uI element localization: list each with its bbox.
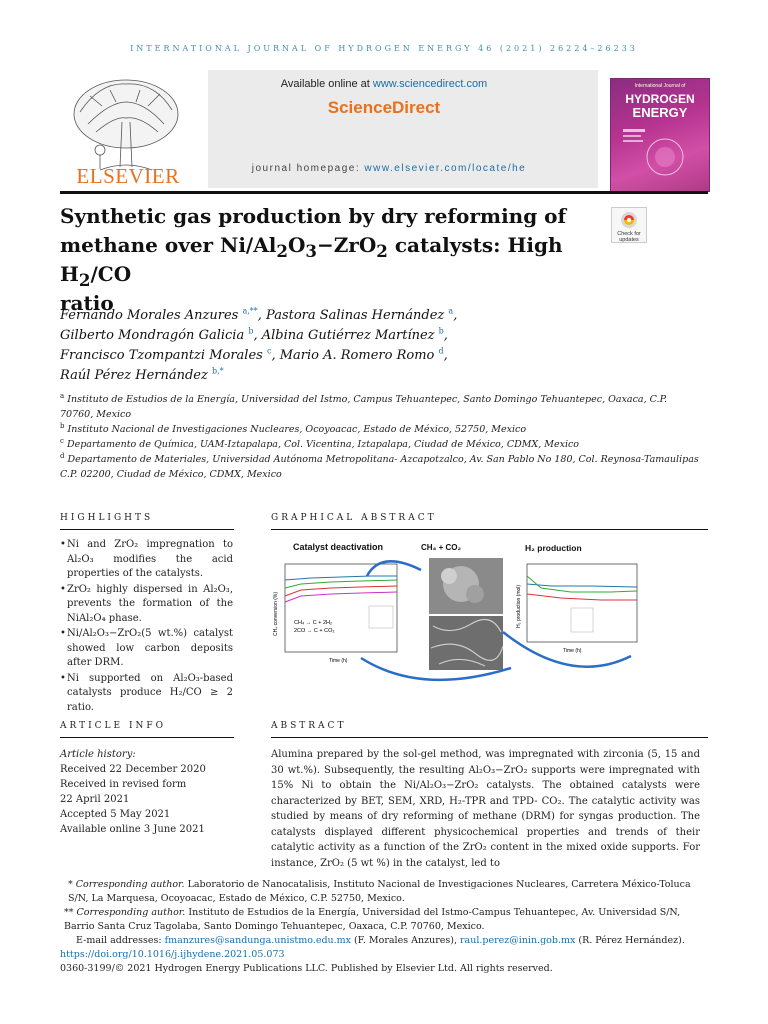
journal-cover-image[interactable]	[610, 78, 710, 192]
footnotes	[60, 878, 708, 976]
highlight-item: • Ni and ZrO₂ impregnation to Al₂O₃ modifies the acid properties of the catalysts.	[60, 538, 233, 582]
author-line-3: Francisco Tzompantzi Morales $^c$, Mario A. Romero Romo $^d$,	[60, 346, 448, 363]
graphical-abstract-figure[interactable]	[271, 536, 711, 692]
cover-line-3: ENERGY	[632, 105, 688, 120]
author-affil-link[interactable]: b	[248, 326, 254, 336]
graphical-abstract-svg	[271, 536, 711, 692]
check-for-updates-badge[interactable]	[611, 207, 647, 243]
label-h2-production: H₂ production	[525, 543, 582, 553]
affiliation-b: $^b$ Instituto Nacional de Investigaciones Nucleares, Ocoyoacac, Estado de México, 52750, Mexico	[60, 421, 527, 435]
highlight-item: • ZrO₂ highly dispersed in Al₂O₃, prevents the formation of the NiAl₂O₄ phase.	[60, 583, 233, 627]
affiliation-a: $^a$ Instituto de Estudios de la Energía, Universidad del Istmo, Campus Tehuantepec, Santo Domingo Tehuantepec, Oaxaca, C.P. 70760, Mexico	[60, 391, 668, 420]
article-info-heading: ARTICLE INFO	[60, 721, 167, 731]
sciencedirect-brand[interactable]: ScienceDirect	[327, 98, 441, 117]
right-legend	[571, 608, 593, 632]
author-name: Mario A. Romero Romo	[279, 348, 435, 363]
history-line: Accepted 5 May 2021	[60, 809, 171, 820]
corresponding-author-1: * Corresponding author. Laboratorio de Nanocatalisis, Instituto Nacional de Investigaciones Nucleares, Carretera México-Toluca S/N, La Marquesa, Ocoyoacac, Estado de México, C.P. 52750, Mexico.	[68, 879, 691, 904]
highlights-heading: HIGHLIGHTS	[60, 513, 154, 523]
available-online	[208, 78, 560, 90]
cover-line-2: HYDROGEN	[625, 92, 695, 106]
journal-citation-line: INTERNATIONAL JOURNAL OF HYDROGEN ENERGY 46 (2021) 26224–26233	[130, 44, 638, 53]
right-ylabel: H₂ production (mol)	[516, 584, 522, 628]
highlights-list	[60, 538, 233, 716]
available-prefix: Available online at	[280, 78, 373, 90]
homepage-prefix: journal homepage:	[251, 163, 365, 174]
highlight-item: • Ni/Al₂O₃−ZrO₂(5 wt.%) catalyst showed low carbon deposits after DRM.	[60, 627, 233, 671]
email-link-2[interactable]: raul.perez@inin.gob.mx	[460, 935, 576, 946]
abstract-heading: ABSTRACT	[271, 721, 347, 731]
article-history-label: Article history:	[60, 749, 136, 760]
label-feed-gases: CH₄ + CO₂	[421, 543, 462, 552]
reaction-2: 2CO → C + CO₂	[294, 628, 335, 634]
author-affil-link[interactable]: b,*	[212, 366, 224, 376]
graphical-abstract-rule	[271, 529, 708, 530]
author-affil-link[interactable]: a,**	[242, 306, 258, 316]
history-line: Available online 3 June 2021	[60, 824, 205, 835]
sciencedirect-link[interactable]: www.sciencedirect.com	[372, 78, 488, 90]
history-line: Received 22 December 2020	[60, 764, 206, 775]
homepage-link[interactable]: www.elsevier.com/locate/he	[364, 163, 527, 174]
title-line-3: ratio	[60, 291, 114, 315]
right-xlabel: Time (h)	[563, 648, 582, 654]
article-title	[60, 202, 590, 318]
graphical-abstract-heading: GRAPHICAL ABSTRACT	[271, 513, 437, 523]
copyright-line: 0360-3199/© 2021 Hydrogen Energy Publications LLC. Published by Elsevier Ltd. All rights reserved.	[60, 963, 553, 974]
author-name: Fernando Morales Anzures	[60, 308, 239, 323]
author-list	[60, 306, 700, 386]
affiliation-c: $^c$ Departamento de Química, UAM-Iztapalapa, Col. Vicentina, Iztapalapa, Ciudad de México, CDMX, Mexico	[60, 436, 580, 450]
header-rule	[60, 191, 708, 194]
article-history	[60, 747, 240, 837]
highlights-rule	[60, 529, 234, 530]
author-line-2: Gilberto Mondragón Galicia $^b$, Albina Gutiérrez Martínez $^b$,	[60, 326, 448, 343]
cover-line-1: International Journal of	[634, 83, 686, 89]
abstract-text: Alumina prepared by the sol-gel method, was impregnated with zirconia (5, 15 and 30 wt.%). Subsequently, the resulting Al₂O₃−ZrO₂ supports were impregnated with 15% Ni to obtain the Ni/Al₂O₃−ZrO₂ catalysts. The obtained catalysts were characterized by BET, SEM, XRD, H₂-TPR and TPD- CO₂. The catalytic activity was studied by means of dry reforming of methane (DRM) for syngas production. The catalysts displayed different physicochemical properties and trends of their catalytic activity as a function of the ZrO₂ content in the mixed oxide supports. For instance, ZrO₂ (5 wt %) in the catalyst, led to	[271, 749, 700, 869]
author-affil-link[interactable]: b	[438, 326, 444, 336]
author-affil-link[interactable]: c	[266, 346, 272, 356]
author-line-4	[60, 366, 700, 386]
left-legend	[369, 606, 393, 628]
author-line-1: Fernando Morales Anzures $^{a,**}$, Pastora Salinas Hernández $^a$,	[60, 306, 458, 323]
article-info-rule	[60, 737, 234, 738]
publisher-name: ELSEVIER	[76, 164, 180, 188]
reaction-1: CH₄ → C + 2H₂	[294, 620, 333, 626]
author-name: Gilberto Mondragón Galicia	[60, 328, 245, 343]
author-affil-link[interactable]: a	[448, 306, 454, 316]
title-line-1: Synthetic gas production by dry reforming of	[60, 204, 567, 228]
highlight-item: • Ni supported on Al₂O₃-based catalysts produce H₂/CO ≥ 2 ratio.	[60, 672, 233, 716]
sem-image-bottom	[429, 616, 503, 670]
affiliations	[60, 392, 700, 482]
affiliation-d: $^d$ Departamento de Materiales, Universidad Autónoma Metropolitana- Azcapotzalco, Av. San Pablo No 180, Col. Reynosa-Tamaulipas C.P. 02200, Ciudad de México, CDMX, Mexico	[60, 451, 699, 480]
left-ylabel: CH₄ conversion (%)	[273, 592, 279, 636]
email-addresses: E-mail addresses: fmanzures@sandunga.unistmo.edu.mx (F. Morales Anzures), raul.perez@inin.gob.mx (R. Pérez Hernández).	[76, 935, 685, 946]
cover-decoration	[621, 127, 699, 183]
author-name: Raúl Pérez Hernández	[60, 368, 208, 383]
crossmark-label: Check for updates	[617, 231, 641, 243]
label-catalyst-deactivation: Catalyst deactivation	[293, 542, 384, 552]
left-xlabel: Time (h)	[329, 658, 348, 664]
author-affil-link[interactable]: d	[438, 346, 444, 356]
doi-link[interactable]: https://doi.org/10.1016/j.ijhydene.2021.05.073	[60, 949, 285, 960]
email-link-1[interactable]: fmanzures@sandunga.unistmo.edu.mx	[164, 935, 352, 946]
journal-homepage	[208, 163, 570, 174]
author-name: Albina Gutiérrez Martínez	[261, 328, 435, 343]
history-line: 22 April 2021	[60, 794, 130, 805]
corresponding-author-2: ** Corresponding author. Instituto de Estudios de la Energía, Universidad del Istmo-Campus Tehuantepec, Av. Universidad S/N, Barrio Santa Cruz Tagolaba, Santo Domingo Tehuantepec, Oaxaca, C.P. 70760, Mexico.	[64, 907, 681, 932]
author-name: Pastora Salinas Hernández	[266, 308, 445, 323]
author-name: Francisco Tzompantzi Morales	[60, 348, 263, 363]
abstract-rule	[271, 737, 708, 738]
history-line: Received in revised form	[60, 779, 187, 790]
title-line-2: methane over $Ni/Al_2O_3-ZrO_2$ catalysts: High $H_2/CO$	[60, 233, 563, 290]
